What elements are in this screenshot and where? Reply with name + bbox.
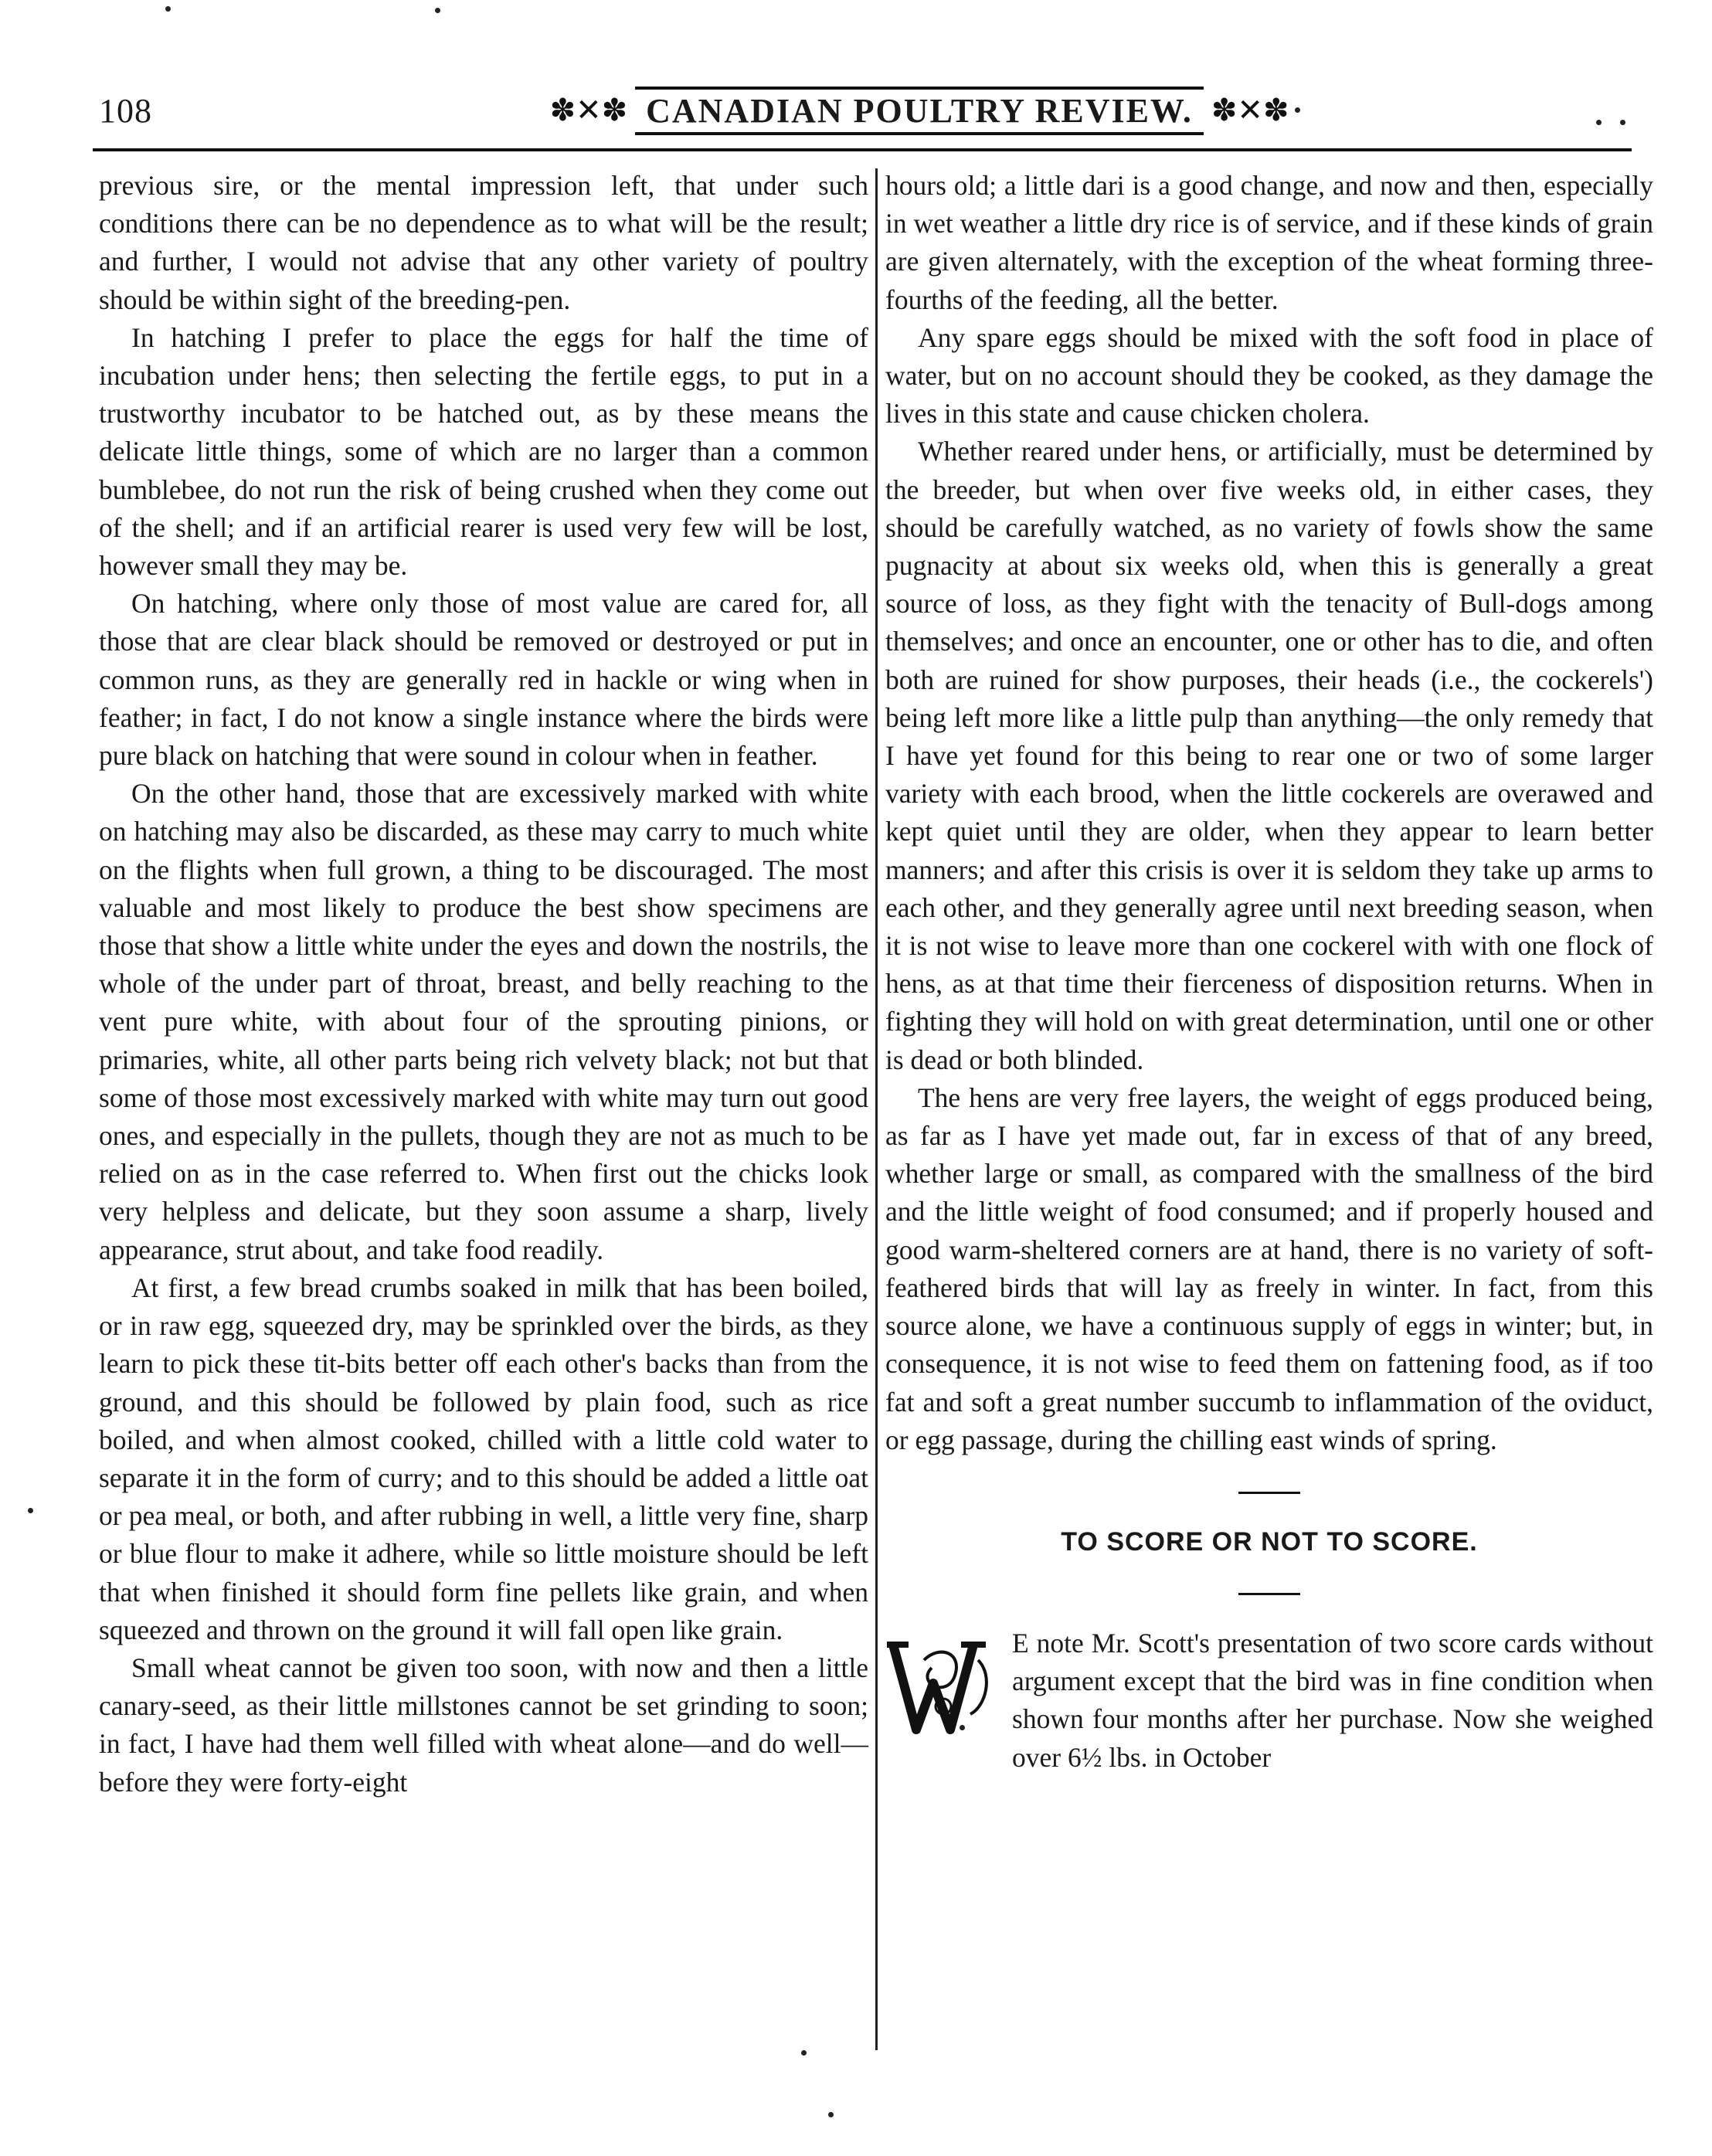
section-rule-bottom: [1238, 1593, 1300, 1595]
print-speck: [828, 2112, 834, 2117]
paragraph: hours old; a little dari is a good change, and now and then, especially in wet weather a little dry rice is of service, and if these kinds of grain are given alternately, with the exception of the wheat forming three-fourths of the feeding, all the better.: [885, 170, 1653, 315]
left-column: [99, 167, 868, 1801]
header-rule: [93, 148, 1632, 151]
paragraph: Any spare eggs should be mixed with the soft food in place of water, but on no account should they be cooked, as they damage the lives in this state and cause chicken cholera.: [885, 321, 1653, 430]
paragraph: previous sire, or the mental impression left, that under such conditions there can be no dependence as to what will be the result; and further, I would not advise that any other variety of poultry should be within sight of the breeding-pen.: [99, 170, 868, 315]
masthead: [549, 79, 1289, 142]
page-number: 108: [99, 92, 152, 130]
print-speck: [960, 1725, 965, 1730]
print-speck: [435, 8, 440, 13]
section-rule-top: [1238, 1492, 1300, 1494]
column-divider: [875, 168, 878, 2050]
paragraph: Whether reared under hens, or artificially, must be determined by the breeder, but when over five weeks old, in either cases, they should be carefully watched, as no variety of fowls show the same pugnacity at about six weeks old, when this is generally a great source of loss, as they fight with the tenacity of Bull-dogs among themselves; and once an encounter, one or other has to die, and often both are ruined for show purposes, their heads (i.e., the cockerels') being left more like a little pulp than anything—the only remedy that I have yet found for this being to rear one or two of some larger variety with each brood, when the little cockerels are overawed and kept quiet until they are older, when they appear to learn better manners; and after this crisis is over it is seldom they take up arms to each other, and they generally agree until next breeding season, when it is not wise to leave more than one cockerel with with one flock of hens, as at that time their fierceness of disposition returns. When in fighting they will hold on with great determination, until one or other is dead or both blinded.: [885, 436, 1653, 1075]
paragraph: Small wheat cannot be given too soon, with now and then a little canary-seed, as their little millstones cannot be set grinding to soon; in fact, I have had them well filled with wheat alone—and do well—before they were forty-eight: [99, 1652, 868, 1798]
print-speck: [801, 2050, 807, 2056]
ornament-right-icon: ✽✕✽: [1211, 93, 1289, 127]
print-speck: [1295, 107, 1300, 113]
print-speck: [1596, 120, 1602, 125]
print-speck: [28, 1508, 33, 1513]
section-paragraph: E note Mr. Scott's presentation of two score cards without argument except that the bird was in fine condition when shown four months after her purchase. Now she weighed over 6½ lbs. in October: [1012, 1627, 1653, 1773]
paragraph: At first, a few bread crumbs soaked in milk that has been boiled, or in raw egg, squeezed dry, may be sprinkled over the birds, as they learn to pick these tit-bits better off each other's backs than from the ground, and this should be followed by plain food, such as rice boiled, and when almost cooked, chilled with a little cold water to separate it in the form of curry; and to this should be added a little oat or pea meal, or both, and after rubbing in well, a little very fine, sharp or blue flour to make it adhere, while so little moisture should be left that when finished it should form fine pellets like grain, and when squeezed and thrown on the ground it will fall open like grain.: [99, 1272, 868, 1645]
masthead-title: CANADIAN POULTRY REVIEW.: [635, 87, 1204, 135]
print-speck: [165, 6, 171, 12]
section-title: TO SCORE OR NOT TO SCORE.: [1061, 1526, 1478, 1557]
right-column: [885, 167, 1653, 1777]
paragraph: The hens are very free layers, the weight of eggs produced being, as far as I have yet made out, far in excess of that of any breed, whether large or small, as compared with the smallness of the bird and the little weight of food consumed; and if properly housed and good warm-sheltered corners are at hand, there is no variety of soft-feathered birds that will lay as freely in winter. In fact, from this source alone, we have a continuous supply of eggs in winter; but, in consequence, it is not wise to feed them on fattening food, as if too fat and soft a great number succumb to inflammation of the oviduct, or egg passage, during the chilling east winds of spring.: [885, 1081, 1653, 1455]
paragraph: On hatching, where only those of most value are cared for, all those that are clear black should be removed or destroyed or put in common runs, as they are generally red in hackle or wing when in feather; in fact, I do not know a single instance where the birds were pure black on hatching that were sound in colour when in feather.: [99, 588, 868, 772]
paragraph: In hatching I prefer to place the eggs for half the time of incubation under hens; then selecting the fertile eggs, to put in a trustworthy incubator to be hatched out, as by these means the delicate little things, some of which are no larger than a common bumblebee, do not run the risk of being crushed when they come out of the shell; and if an artificial rearer is used very few will be lost, however small they may be.: [99, 321, 868, 582]
print-speck: [1620, 120, 1625, 125]
ornament-left-icon: ✽✕✽: [549, 93, 628, 127]
section-body: [885, 1625, 1653, 1777]
dropcap-w-icon: [885, 1629, 1001, 1745]
paragraph: On the other hand, those that are excessively marked with white on hatching may also be discarded, as these may carry to much white on the flights when full grown, a thing to be discouraged. The most valuable and most likely to produce the best show specimens are those that show a little white under the eyes and down the nostrils, the whole of the under part of throat, breast, and belly reaching to the vent pure white, with about four of the sprouting pinions, or primaries, white, all other parts being rich velvety black; not but that some of those most excessively marked with white may turn out good ones, and especially in the pullets, though they are not as much to be relied on as in the case referred to. When first out the chicks look very helpless and delicate, but they soon assume a sharp, lively appearance, strut about, and take food readily.: [99, 778, 868, 1265]
